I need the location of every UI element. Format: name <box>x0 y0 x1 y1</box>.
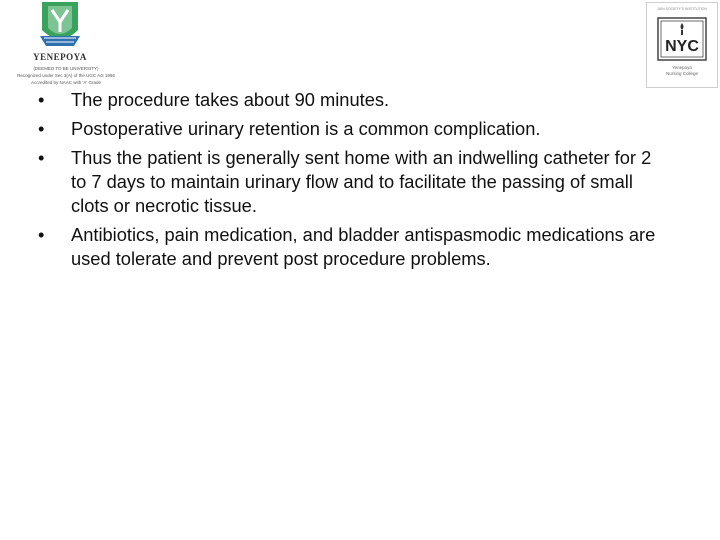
bullet-item <box>38 88 668 112</box>
bullet-text: Thus the patient is generally sent home with an indwelling catheter for 2 to 7 days to maintain urinary flow and to facilitate the passing of small clots or necrotic tissue. <box>71 147 652 216</box>
college-tagline: JAIN SOCIETY'S INSTITUTION <box>657 7 707 11</box>
university-status: (DEEMED TO BE UNIVERSITY) <box>33 66 99 71</box>
bullet-item <box>38 146 668 218</box>
bullet-marker: • <box>38 224 45 245</box>
nursing-college-logo <box>646 2 718 88</box>
bullet-marker: • <box>38 147 45 168</box>
college-name-line2: Nursing College <box>665 71 699 76</box>
bullet-text: Postoperative urinary retention is a common complication. <box>71 118 541 139</box>
bullet-list <box>38 88 668 276</box>
university-name: YENEPOYA <box>33 52 87 62</box>
yenepoya-emblem-icon <box>34 0 86 52</box>
bullet-text: The procedure takes about 90 minutes. <box>71 89 390 110</box>
nursing-college-emblem-icon <box>657 17 707 61</box>
bullet-text: Antibiotics, pain medication, and bladder antispasmodic medications are used tolerate and prevent post procedure problems. <box>71 224 656 269</box>
college-name-line1: Yenepoya <box>672 65 692 70</box>
bullet-item <box>38 117 668 141</box>
bullet-item <box>38 223 668 271</box>
bullet-marker: • <box>38 89 45 110</box>
university-accreditation: Accredited by NAAC with 'A' Grade <box>31 80 101 85</box>
emblem-letters: NYC <box>665 38 699 55</box>
bullet-marker: • <box>38 118 45 139</box>
yenepoya-logo <box>4 0 124 100</box>
university-recognition: Recognized under Sec 3(A) of the UGC Act 1956 <box>17 73 115 78</box>
